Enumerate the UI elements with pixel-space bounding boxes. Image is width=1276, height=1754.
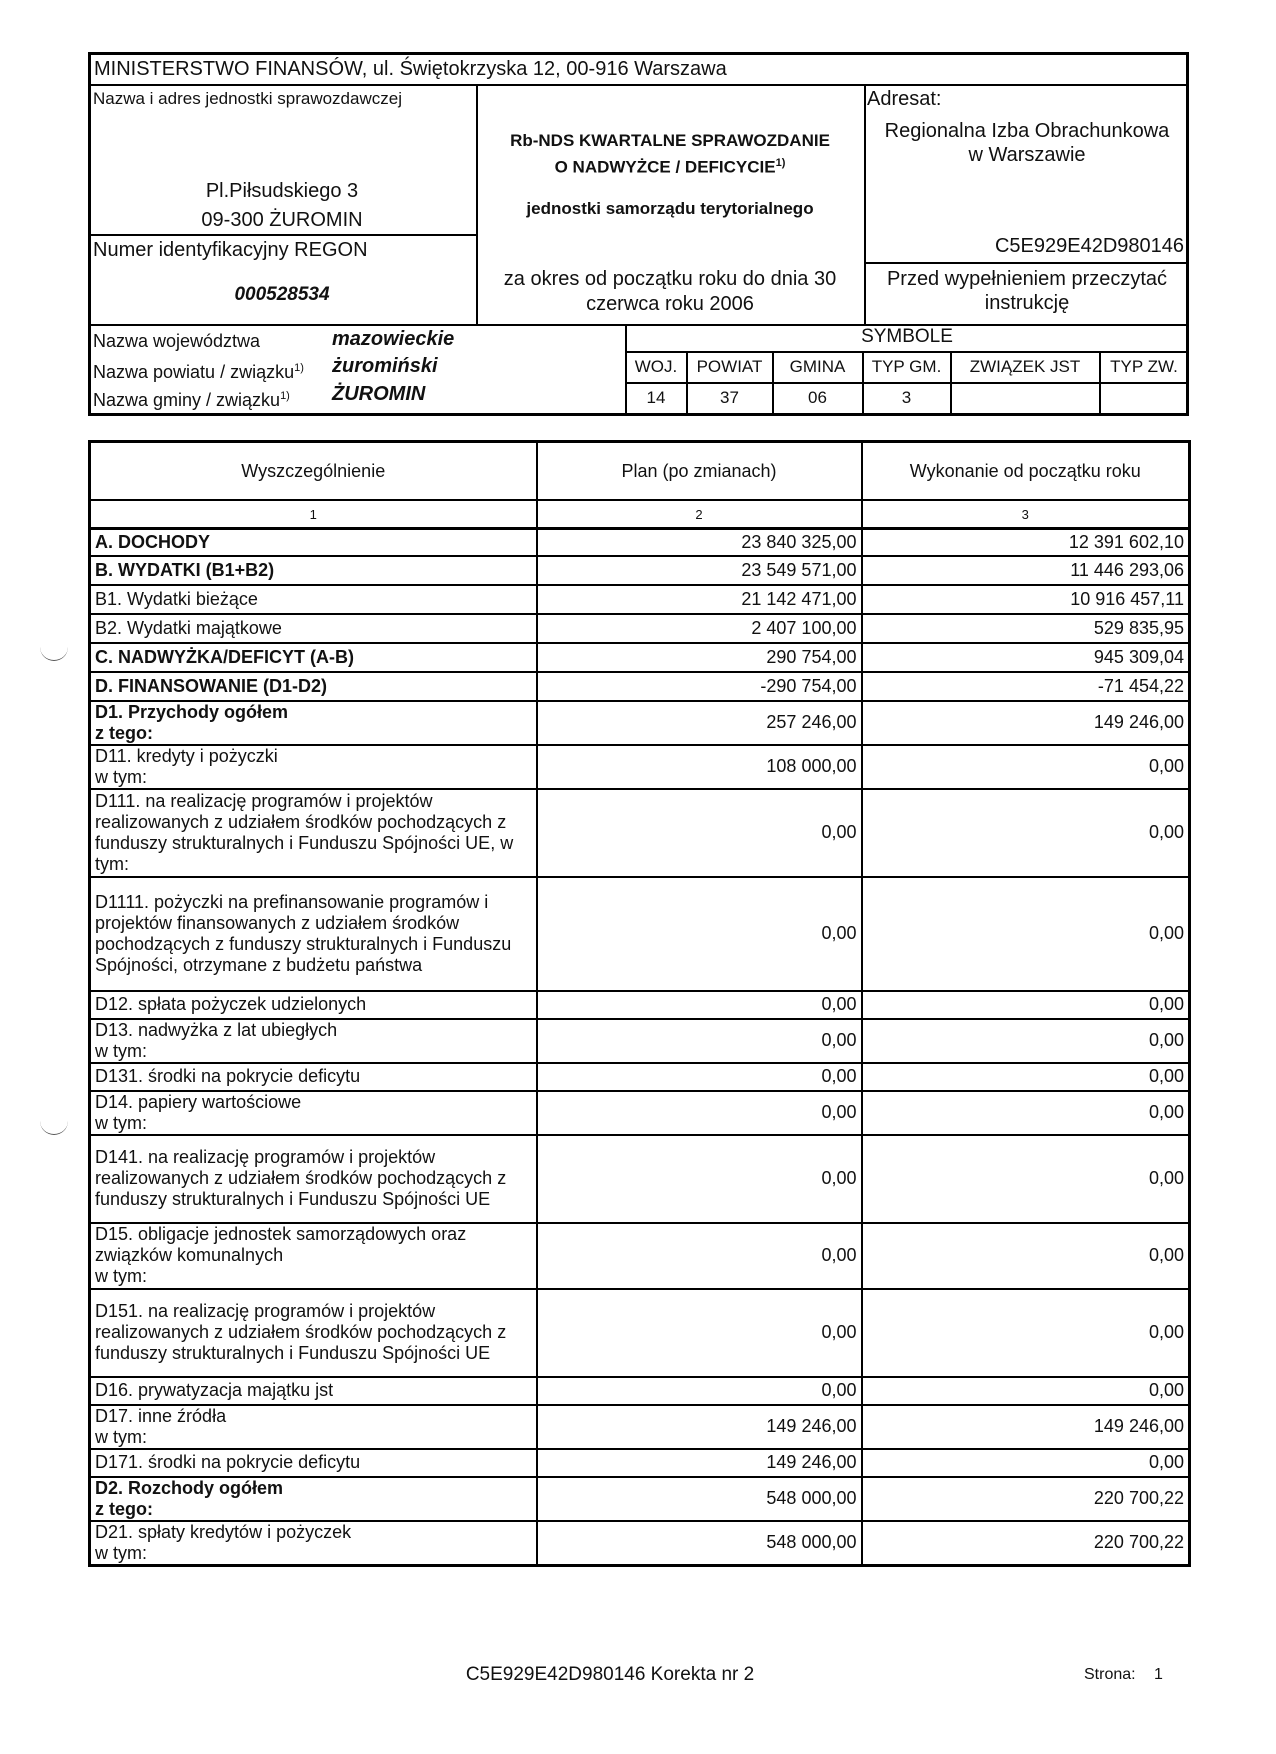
divider <box>88 84 1189 86</box>
column-header-description: Wyszczególnienie <box>90 442 537 501</box>
plan-value: 0,00 <box>537 1135 862 1223</box>
plan-value: 149 246,00 <box>537 1449 862 1477</box>
execution-value: 0,00 <box>862 1223 1190 1289</box>
execution-value: 0,00 <box>862 745 1190 789</box>
table-row <box>90 1377 1190 1405</box>
unit-address-line2: 09-300 ŻUROMIN <box>201 209 363 231</box>
county-label <box>93 357 304 383</box>
symbol-header-typ-zw: TYP ZW. <box>1110 357 1178 376</box>
execution-value: 529 835,95 <box>862 614 1190 643</box>
report-title-line1: Rb-NDS KWARTALNE SPRAWOZDANIE <box>510 131 830 150</box>
plan-value: 0,00 <box>537 1289 862 1377</box>
row-label: B1. Wydatki bieżące <box>90 585 537 614</box>
report-table <box>88 440 1191 1567</box>
footnote-mark: 1) <box>280 390 290 402</box>
row-label: C. NADWYŻKA/DEFICYT (A-B) <box>90 643 537 672</box>
row-label: D. FINANSOWANIE (D1-D2) <box>90 672 537 701</box>
row-label: B. WYDATKI (B1+B2) <box>90 556 537 585</box>
table-row <box>90 789 1190 877</box>
voivodeship-value: mazowieckie <box>332 328 455 350</box>
column-number: 3 <box>862 500 1190 529</box>
report-title-line2 <box>478 152 862 179</box>
plan-value: 23 549 571,00 <box>537 556 862 585</box>
divider <box>625 351 1189 353</box>
plan-value: -290 754,00 <box>537 672 862 701</box>
divider <box>88 234 476 236</box>
row-label: D2. Rozchody ogółem z tego: <box>90 1477 537 1521</box>
county-label-text: Nazwa powiatu / związku <box>93 362 295 382</box>
plan-value: 21 142 471,00 <box>537 585 862 614</box>
table-row <box>90 1289 1190 1377</box>
row-label: D1. Przychody ogółem z tego: <box>90 701 537 745</box>
footnote-mark: 1) <box>294 362 304 374</box>
report-subtitle: jednostki samorządu terytorialnego <box>526 199 814 218</box>
table-row <box>90 1091 1190 1135</box>
row-label: D13. nadwyżka z lat ubiegłych w tym: <box>90 1019 537 1063</box>
execution-value: 0,00 <box>862 877 1190 991</box>
column-header-plan: Plan (po zmianach) <box>537 442 862 501</box>
plan-value: 548 000,00 <box>537 1521 862 1566</box>
execution-value: -71 454,22 <box>862 672 1190 701</box>
execution-value: 11 446 293,06 <box>862 556 1190 585</box>
plan-value: 290 754,00 <box>537 643 862 672</box>
period-line2: czerwca roku 2006 <box>586 293 754 315</box>
symbol-value-gmina: 06 <box>808 388 827 407</box>
table-row <box>90 1477 1190 1521</box>
table-row <box>90 745 1190 789</box>
execution-value: 0,00 <box>862 1377 1190 1405</box>
execution-value: 0,00 <box>862 991 1190 1019</box>
row-label: D151. na realizację programów i projektów realizowanych z udziałem środków pochodzących z funduszy strukturalnych i Funduszu Spójności UE <box>90 1289 537 1377</box>
row-label: D16. prywatyzacja majątku jst <box>90 1377 537 1405</box>
execution-value: 12 391 602,10 <box>862 529 1190 556</box>
table-row <box>90 643 1190 672</box>
addressee-line1: Regionalna Izba Obrachunkowa <box>884 120 1170 142</box>
punch-mark <box>40 646 68 661</box>
symbol-header-powiat: POWIAT <box>696 357 763 376</box>
plan-value: 0,00 <box>537 1019 862 1063</box>
divider <box>625 382 1189 384</box>
table-row <box>90 1449 1190 1477</box>
execution-value: 0,00 <box>862 1091 1190 1135</box>
divider <box>864 262 1189 264</box>
row-label: D1111. pożyczki na prefinansowanie programów i projektów finansowanych z udziałem środków pochodzących z funduszy strukturalnych i Funduszu Spójności, otrzymane z budżetu państwa <box>90 877 537 991</box>
row-label: B2. Wydatki majątkowe <box>90 614 537 643</box>
table-row <box>90 1019 1190 1063</box>
execution-value: 0,00 <box>862 1449 1190 1477</box>
column-number: 1 <box>90 500 537 529</box>
row-label: D131. środki na pokrycie deficytu <box>90 1063 537 1091</box>
symbol-value-powiat: 37 <box>720 388 739 407</box>
symbol-value-typ-gm: 3 <box>901 388 912 407</box>
execution-value: 945 309,04 <box>862 643 1190 672</box>
footer-page-number: 1 <box>1154 1666 1163 1683</box>
plan-value: 548 000,00 <box>537 1477 862 1521</box>
plan-value: 0,00 <box>537 1223 862 1289</box>
row-label: D17. inne źródła w tym: <box>90 1405 537 1449</box>
table-row <box>90 1521 1190 1566</box>
row-label: D141. na realizację programów i projektów realizowanych z udziałem środków pochodzących z funduszy strukturalnych i Funduszu Spójności UE <box>90 1135 537 1223</box>
period-line1: za okres od początku roku do dnia 30 <box>503 268 837 290</box>
ministry-line: MINISTERSTWO FINANSÓW, ul. Świętokrzyska 12, 00-916 Warszawa <box>94 58 727 80</box>
unit-address-line1: Pl.Piłsudskiego 3 <box>205 180 359 202</box>
plan-value: 108 000,00 <box>537 745 862 789</box>
plan-value: 0,00 <box>537 991 862 1019</box>
symbol-header-typ-gm: TYP GM. <box>871 357 942 376</box>
row-label: D15. obligacje jednostek samorządowych oraz związków komunalnych w tym: <box>90 1223 537 1289</box>
footnote-mark: 1) <box>775 157 786 169</box>
row-label: D11. kredyty i pożyczki w tym: <box>90 745 537 789</box>
plan-value: 0,00 <box>537 1091 862 1135</box>
row-label: D21. spłaty kredytów i pożyczek w tym: <box>90 1521 537 1566</box>
addressee-label: Adresat: <box>867 88 942 110</box>
execution-value: 220 700,22 <box>862 1477 1190 1521</box>
table-row <box>90 1135 1190 1223</box>
plan-value: 0,00 <box>537 1377 862 1405</box>
table-row <box>90 991 1190 1019</box>
table-row <box>90 585 1190 614</box>
table-row <box>90 556 1190 585</box>
execution-value: 10 916 457,11 <box>862 585 1190 614</box>
table-row <box>90 1063 1190 1091</box>
table-row <box>90 614 1190 643</box>
footer-page-label: Strona: <box>1084 1666 1136 1683</box>
plan-value: 23 840 325,00 <box>537 529 862 556</box>
commune-label-text: Nazwa gminy / związku <box>93 390 281 410</box>
execution-value: 0,00 <box>862 1289 1190 1377</box>
plan-value: 0,00 <box>537 1063 862 1091</box>
table-row <box>90 877 1190 991</box>
symbol-value-woj: 14 <box>646 388 666 407</box>
execution-value: 0,00 <box>862 1135 1190 1223</box>
plan-value: 2 407 100,00 <box>537 614 862 643</box>
execution-value: 220 700,22 <box>862 1521 1190 1566</box>
execution-value: 0,00 <box>862 1019 1190 1063</box>
plan-value: 149 246,00 <box>537 1405 862 1449</box>
plan-value: 257 246,00 <box>537 701 862 745</box>
table-row <box>90 701 1190 745</box>
column-number-row <box>90 500 1190 529</box>
table-row <box>90 529 1190 556</box>
commune-label <box>93 385 290 411</box>
symbol-header-zwiazek: ZWIĄZEK JST <box>969 357 1081 376</box>
regon-label: Numer identyfikacyjny REGON <box>93 239 368 261</box>
punch-mark <box>40 1120 68 1135</box>
voivodeship-label: Nazwa województwa <box>93 331 261 351</box>
symbol-header-gmina: GMINA <box>789 357 846 376</box>
table-row <box>90 1405 1190 1449</box>
symbols-title: SYMBOLE <box>861 326 953 347</box>
execution-value: 0,00 <box>862 789 1190 877</box>
row-label: D171. środki na pokrycie deficytu <box>90 1449 537 1477</box>
addressee-line2: w Warszawie <box>968 144 1086 166</box>
symbol-header-woj: WOJ. <box>634 357 678 376</box>
instruction-line1: Przed wypełnieniem przeczytać <box>886 268 1168 290</box>
document-code: C5E929E42D980146 <box>994 235 1184 257</box>
column-header-execution: Wykonanie od początku roku <box>862 442 1190 501</box>
table-row <box>90 1223 1190 1289</box>
unit-label: Nazwa i adres jednostki sprawozdawczej <box>93 89 402 108</box>
execution-value: 0,00 <box>862 1063 1190 1091</box>
plan-value: 0,00 <box>537 789 862 877</box>
row-label: D14. papiery wartościowe w tym: <box>90 1091 537 1135</box>
report-title-text: O NADWYŻCE / DEFICYCIE <box>554 157 776 177</box>
commune-value: ŻUROMIN <box>332 383 426 405</box>
regon-value: 000528534 <box>234 284 330 305</box>
footer-correction: C5E929E42D980146 Korekta nr 2 <box>465 1664 755 1685</box>
row-label: A. DOCHODY <box>90 529 537 556</box>
execution-value: 149 246,00 <box>862 701 1190 745</box>
row-label: D111. na realizację programów i projektów realizowanych z udziałem środków pochodzących z funduszy strukturalnych i Funduszu Spójności UE, w tym: <box>90 789 537 877</box>
row-label: D12. spłata pożyczek udzielonych <box>90 991 537 1019</box>
instruction-line2: instrukcję <box>984 292 1070 314</box>
execution-value: 149 246,00 <box>862 1405 1190 1449</box>
table-row <box>90 672 1190 701</box>
table-header-row <box>90 442 1190 501</box>
county-value: żuromiński <box>332 355 438 377</box>
column-number: 2 <box>537 500 862 529</box>
plan-value: 0,00 <box>537 877 862 991</box>
